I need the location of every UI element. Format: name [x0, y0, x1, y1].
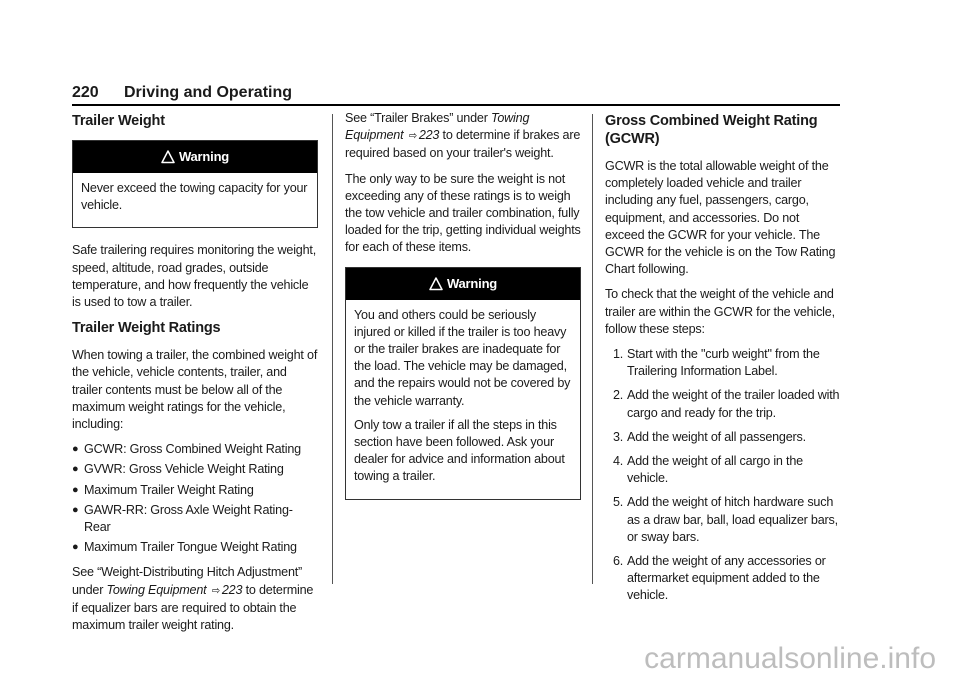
list-item: 3. Add the weight of all passengers.	[613, 429, 806, 444]
header-rule	[72, 104, 840, 106]
list-item: ● GAWR-RR: Gross Axle Weight Rating-Rear	[72, 502, 293, 535]
xref-link[interactable]: Towing Equipment	[106, 582, 207, 597]
warning-header	[73, 141, 317, 173]
heading-gcwr: Gross Combined Weight Rating (GCWR)	[605, 113, 818, 147]
ratings-list	[72, 441, 318, 556]
xref-arrow-icon: ⇨	[211, 584, 220, 597]
steps-list	[605, 346, 841, 605]
warning-text: Only tow a trailer if all the steps in this section have been followed. Ask your dealer for advice and information about towing a trailer.	[354, 417, 565, 484]
list-item: ● Maximum Trailer Weight Rating	[72, 482, 318, 499]
section-title: Driving and Operating	[124, 84, 293, 101]
bullet-icon: ●	[72, 443, 79, 456]
column-1	[72, 110, 318, 642]
paragraph: See “Trailer Brakes” under Towing Equipment ⇨ 223 to determine if brakes are required based on your trailer's weight.	[345, 111, 581, 161]
warning-header	[346, 268, 580, 300]
watermark	[0, 640, 960, 678]
paragraph: The only way to be sure the weight is not exceeding any of these ratings is to weigh the tow vehicle and trailer combination, fully loaded for the trip, getting individual weights for each of these items.	[345, 171, 581, 255]
page-number: 220	[72, 84, 99, 101]
bullet-icon: ●	[72, 541, 79, 554]
warning-box	[72, 140, 318, 228]
heading-trailer-weight-ratings: Trailer Weight Ratings	[72, 320, 221, 337]
xref-page[interactable]: 223	[221, 582, 243, 597]
paragraph: To check that the weight of the vehicle and trailer are within the GCWR for the vehicle, follow these steps:	[605, 287, 835, 336]
column-divider	[592, 114, 593, 584]
warning-text: You and others could be seriously injured or killed if the trailer is too heavy or the trailer brakes are inadequate for the load. The vehicle may be damaged, and the repairs would not be covered by the vehicle warranty.	[354, 307, 571, 408]
list-item: ● GCWR: Gross Combined Weight Rating	[72, 441, 318, 458]
list-item: ● Maximum Trailer Tongue Weight Rating	[72, 539, 318, 556]
xref-arrow-icon: ⇨	[408, 130, 417, 143]
paragraph: Safe trailering requires monitoring the weight, speed, altitude, road grades, outside temperature, and how frequently the vehicle is used to tow a trailer.	[72, 243, 317, 310]
warning-title: Warning	[178, 149, 230, 164]
column-2	[345, 110, 581, 514]
xref-link[interactable]: Towing Equipment	[345, 111, 530, 143]
column-divider	[332, 114, 333, 584]
bullet-icon: ●	[72, 463, 79, 476]
list-item: 4. Add the weight of all cargo in the vehicle.	[613, 454, 803, 486]
warning-icon	[161, 150, 175, 164]
bullet-icon: ●	[72, 503, 79, 516]
paragraph: GCWR is the total allowable weight of the completely loaded vehicle and trailer including any fuel, passengers, cargo, equipment, and accessories. Do not exceed the GCWR for your vehicle. The GCWR for the vehicle is on the Tow Rating Chart following.	[605, 159, 836, 277]
heading-trailer-weight: Trailer Weight	[72, 113, 165, 129]
list-item: 5. Add the weight of hitch hardware such as a draw bar, ball, load equalizer bars, or sway bars.	[613, 495, 838, 544]
bullet-icon: ●	[72, 483, 79, 496]
list-item: 2. Add the weight of the trailer loaded with cargo and ready for the trip.	[613, 388, 840, 420]
list-item: 6. Add the weight of any accessories or aftermarket equipment added to the vehicle.	[613, 554, 826, 603]
watermark-text: carmanualsonline.info	[644, 642, 936, 675]
list-item: ● GVWR: Gross Vehicle Weight Rating	[72, 461, 318, 478]
paragraph: When towing a trailer, the combined weight of the vehicle, vehicle contents, trailer, and trailer contents must be below all of the maximum weight ratings for the vehicle, including:	[72, 348, 318, 432]
column-3	[605, 110, 841, 612]
warning-text: Never exceed the towing capacity for your vehicle.	[81, 181, 308, 213]
paragraph: See “Weight-Distributing Hitch Adjustment” under Towing Equipment ⇨ 223 to determine if equalizer bars are required to obtain the maximum trailer weight rating.	[72, 565, 314, 633]
list-item: 1. Start with the "curb weight" from the Trailering Information Label.	[613, 347, 820, 379]
warning-icon	[429, 277, 443, 291]
warning-box	[345, 267, 581, 500]
xref-page[interactable]: 223	[418, 128, 440, 143]
warning-title: Warning	[446, 275, 498, 291]
page-header	[72, 84, 840, 106]
